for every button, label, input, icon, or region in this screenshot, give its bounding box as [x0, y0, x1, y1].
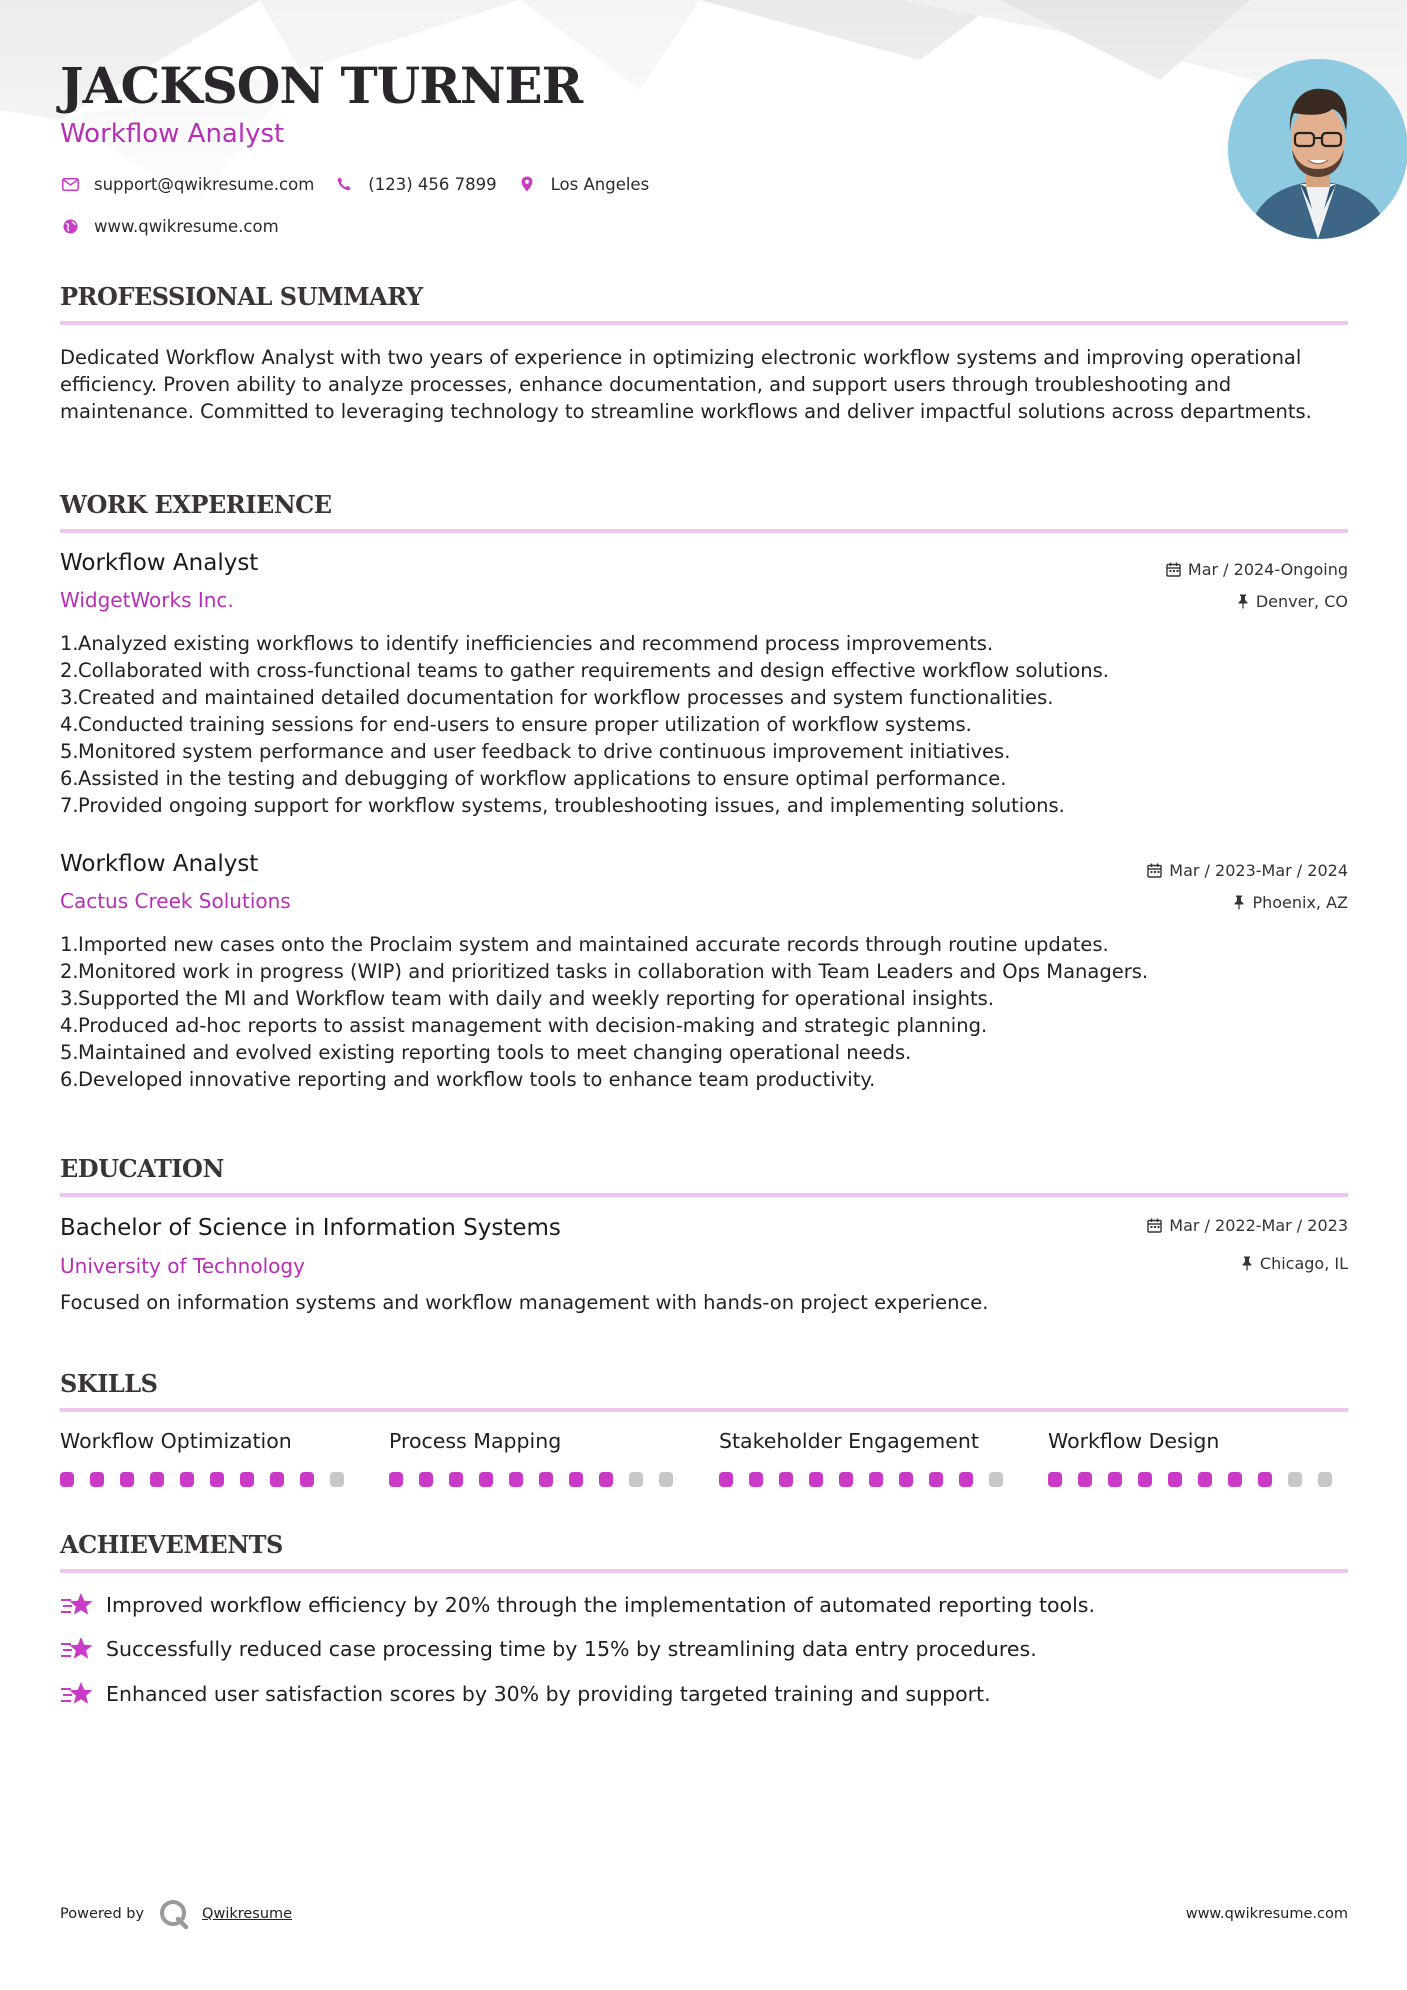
job-1-responsibilities: [60, 630, 1348, 819]
pushpin-icon: [1237, 594, 1249, 609]
calendar-icon: [1166, 562, 1181, 577]
skill-dot-filled: [839, 1472, 853, 1487]
skill-dot-empty: [659, 1472, 673, 1487]
job-1-location-text: Denver, CO: [1255, 592, 1348, 611]
education-divider: [60, 1193, 1348, 1197]
skill-dot-filled: [479, 1472, 493, 1487]
job-2-responsibilities: [60, 931, 1348, 1093]
education-dates: [1147, 1216, 1348, 1235]
skill-dot-filled: [270, 1472, 284, 1487]
education-dates-text: Mar / 2022-Mar / 2023: [1169, 1216, 1348, 1235]
star-icon: [60, 1591, 94, 1619]
job-1-title: Workflow Analyst: [60, 550, 259, 576]
experience-divider: [60, 529, 1348, 533]
skill-dot-filled: [1078, 1472, 1092, 1487]
skill-dot-filled: [389, 1472, 403, 1487]
skill-dot-filled: [1138, 1472, 1152, 1487]
list-item: 1. Analyzed existing workflows to identify inefficiencies and recommend process improvements.: [60, 632, 994, 655]
footer-powered-by: [60, 1898, 292, 1930]
achievement-item: [60, 1635, 1037, 1663]
skill-dot-filled: [599, 1472, 613, 1487]
achievements-divider: [60, 1569, 1348, 1573]
skill-item: [389, 1429, 689, 1487]
phone-icon: [334, 174, 354, 194]
email-link[interactable]: support@qwikresume.com: [94, 174, 315, 194]
skill-dot-filled: [779, 1472, 793, 1487]
skill-dot-filled: [929, 1472, 943, 1487]
skill-name: Process Mapping: [389, 1429, 562, 1453]
calendar-icon: [1147, 863, 1162, 878]
achievement-text: Successfully reduced case processing time by 15% by streamlining data entry procedures.: [106, 1637, 1037, 1661]
location-pin-icon: [517, 174, 537, 194]
education-location-text: Chicago, IL: [1259, 1254, 1348, 1273]
skill-dot-filled: [959, 1472, 973, 1487]
skill-item: [719, 1429, 1019, 1487]
powered-by-label: Powered by: [60, 1906, 145, 1922]
job-2-location: [1233, 893, 1348, 912]
list-item: 3. Created and maintained detailed documentation for workflow processes and system functionalities.: [60, 686, 1054, 709]
list-item: 4. Conducted training sessions for end-users to ensure proper utilization of workflow systems.: [60, 713, 972, 736]
envelope-icon: [60, 174, 80, 194]
achievement-item: [60, 1591, 1095, 1619]
achievement-text: Improved workflow efficiency by 20% through the implementation of automated reporting tools.: [106, 1593, 1095, 1617]
summary-heading: PROFESSIONAL SUMMARY: [60, 282, 423, 311]
achievement-item: [60, 1680, 991, 1708]
skill-dot-filled: [419, 1472, 433, 1487]
footer-website[interactable]: www.qwikresume.com: [1185, 1906, 1348, 1922]
skill-dot-filled: [90, 1472, 104, 1487]
phone-number[interactable]: (123) 456 7899: [368, 174, 497, 194]
skill-dot-filled: [210, 1472, 224, 1487]
skill-dot-filled: [809, 1472, 823, 1487]
skill-name: Workflow Optimization: [60, 1429, 292, 1453]
skill-dot-filled: [719, 1472, 733, 1487]
qwikresume-link[interactable]: Qwikresume: [202, 1906, 293, 1922]
skill-dot-empty: [330, 1472, 344, 1487]
list-item: 2. Collaborated with cross-functional teams to gather requirements and design effective workflow solutions.: [60, 659, 1110, 682]
skill-dot-filled: [240, 1472, 254, 1487]
list-item: 3. Supported the MI and Workflow team with daily and weekly reporting for operational insights.: [60, 987, 994, 1010]
qwikresume-logo-icon: [158, 1898, 192, 1930]
skill-dot-empty: [1318, 1472, 1332, 1487]
list-item: 7. Provided ongoing support for workflow systems, troubleshooting issues, and implementing solutions.: [60, 794, 1065, 817]
skill-item: [1048, 1429, 1348, 1487]
skill-dot-filled: [449, 1472, 463, 1487]
website-link[interactable]: www.qwikresume.com: [94, 216, 279, 236]
achievement-text: Enhanced user satisfaction scores by 30% by providing targeted training and support.: [106, 1682, 991, 1706]
header-background-decoration: [0, 0, 1407, 300]
job-1-dates-text: Mar / 2024-Ongoing: [1187, 560, 1348, 579]
list-item: 6. Assisted in the testing and debugging of workflow applications to ensure optimal performance.: [60, 767, 1007, 790]
education-degree: Bachelor of Science in Information Systems: [60, 1215, 561, 1241]
summary-divider: [60, 321, 1348, 325]
skill-dot-filled: [539, 1472, 553, 1487]
skill-dot-filled: [869, 1472, 883, 1487]
profile-photo: [1228, 59, 1407, 239]
skill-dot-filled: [120, 1472, 134, 1487]
summary-text: Dedicated Workflow Analyst with two years of experience in optimizing electronic workflow systems and improving operational efficiency. Proven ability to analyze processes, enhance documentation, and support users through troubleshooting and maintenance. Committed to leveraging technology to streamline workflows and deliver impactful solutions across departments.: [60, 346, 1312, 423]
job-1-company: WidgetWorks Inc.: [60, 588, 234, 612]
skill-dot-empty: [629, 1472, 643, 1487]
skill-rating: [60, 1472, 360, 1487]
skill-rating: [389, 1472, 689, 1487]
skill-item: [60, 1429, 360, 1487]
skill-dot-empty: [1288, 1472, 1302, 1487]
location-text: Los Angeles: [550, 174, 650, 194]
star-icon: [60, 1635, 94, 1663]
education-description: Focused on information systems and workflow management with hands-on project experience.: [60, 1291, 989, 1314]
job-2-dates-text: Mar / 2023-Mar / 2024: [1169, 861, 1348, 880]
skill-dot-filled: [1258, 1472, 1272, 1487]
skills-divider: [60, 1408, 1348, 1412]
job-2-title: Workflow Analyst: [60, 851, 259, 877]
skill-rating: [1048, 1472, 1348, 1487]
job-1-dates: [1166, 560, 1348, 579]
skill-dot-filled: [1168, 1472, 1182, 1487]
education-location: [1241, 1254, 1348, 1273]
star-icon: [60, 1680, 94, 1708]
list-item: 5. Monitored system performance and user feedback to drive continuous improvement initiatives.: [60, 740, 1011, 763]
pushpin-icon: [1233, 895, 1245, 910]
achievements-heading: ACHIEVEMENTS: [60, 1530, 283, 1559]
candidate-title: Workflow Analyst: [60, 119, 285, 149]
skill-dot-filled: [60, 1472, 74, 1487]
skill-dot-filled: [569, 1472, 583, 1487]
job-2-location-text: Phoenix, AZ: [1252, 893, 1348, 912]
skill-dot-filled: [899, 1472, 913, 1487]
skill-dot-filled: [1228, 1472, 1242, 1487]
list-item: 5. Maintained and evolved existing reporting tools to meet changing operational needs.: [60, 1041, 912, 1064]
skill-dot-filled: [509, 1472, 523, 1487]
list-item: 4. Produced ad-hoc reports to assist management with decision-making and strategic planning.: [60, 1014, 988, 1037]
list-item: 6. Developed innovative reporting and workflow tools to enhance team productivity.: [60, 1068, 876, 1091]
pushpin-icon: [1241, 1256, 1253, 1271]
contact-row-2: [60, 215, 299, 237]
job-2-company: Cactus Creek Solutions: [60, 889, 291, 913]
contact-row-1: [60, 173, 669, 195]
calendar-icon: [1147, 1218, 1162, 1233]
skill-name: Workflow Design: [1048, 1429, 1220, 1453]
skill-dot-filled: [180, 1472, 194, 1487]
skill-dot-filled: [1048, 1472, 1062, 1487]
skill-dot-filled: [1198, 1472, 1212, 1487]
skill-dot-filled: [300, 1472, 314, 1487]
skill-name: Stakeholder Engagement: [719, 1429, 979, 1453]
candidate-name: JACKSON TURNER: [60, 56, 583, 115]
job-2-dates: [1147, 861, 1348, 880]
list-item: 2. Monitored work in progress (WIP) and prioritized tasks in collaboration with Team Leaders and Ops Managers.: [60, 960, 1149, 983]
education-school: University of Technology: [60, 1254, 305, 1278]
list-item: 1. Imported new cases onto the Proclaim system and maintained accurate records through routine updates.: [60, 933, 1109, 956]
education-heading: EDUCATION: [60, 1154, 224, 1183]
job-1-location: [1237, 592, 1348, 611]
skill-dot-filled: [1108, 1472, 1122, 1487]
skill-dot-empty: [989, 1472, 1003, 1487]
skill-rating: [719, 1472, 1019, 1487]
skill-dot-filled: [749, 1472, 763, 1487]
skills-heading: SKILLS: [60, 1369, 158, 1398]
experience-heading: WORK EXPERIENCE: [60, 490, 332, 519]
skill-dot-filled: [150, 1472, 164, 1487]
globe-icon: [60, 216, 80, 236]
